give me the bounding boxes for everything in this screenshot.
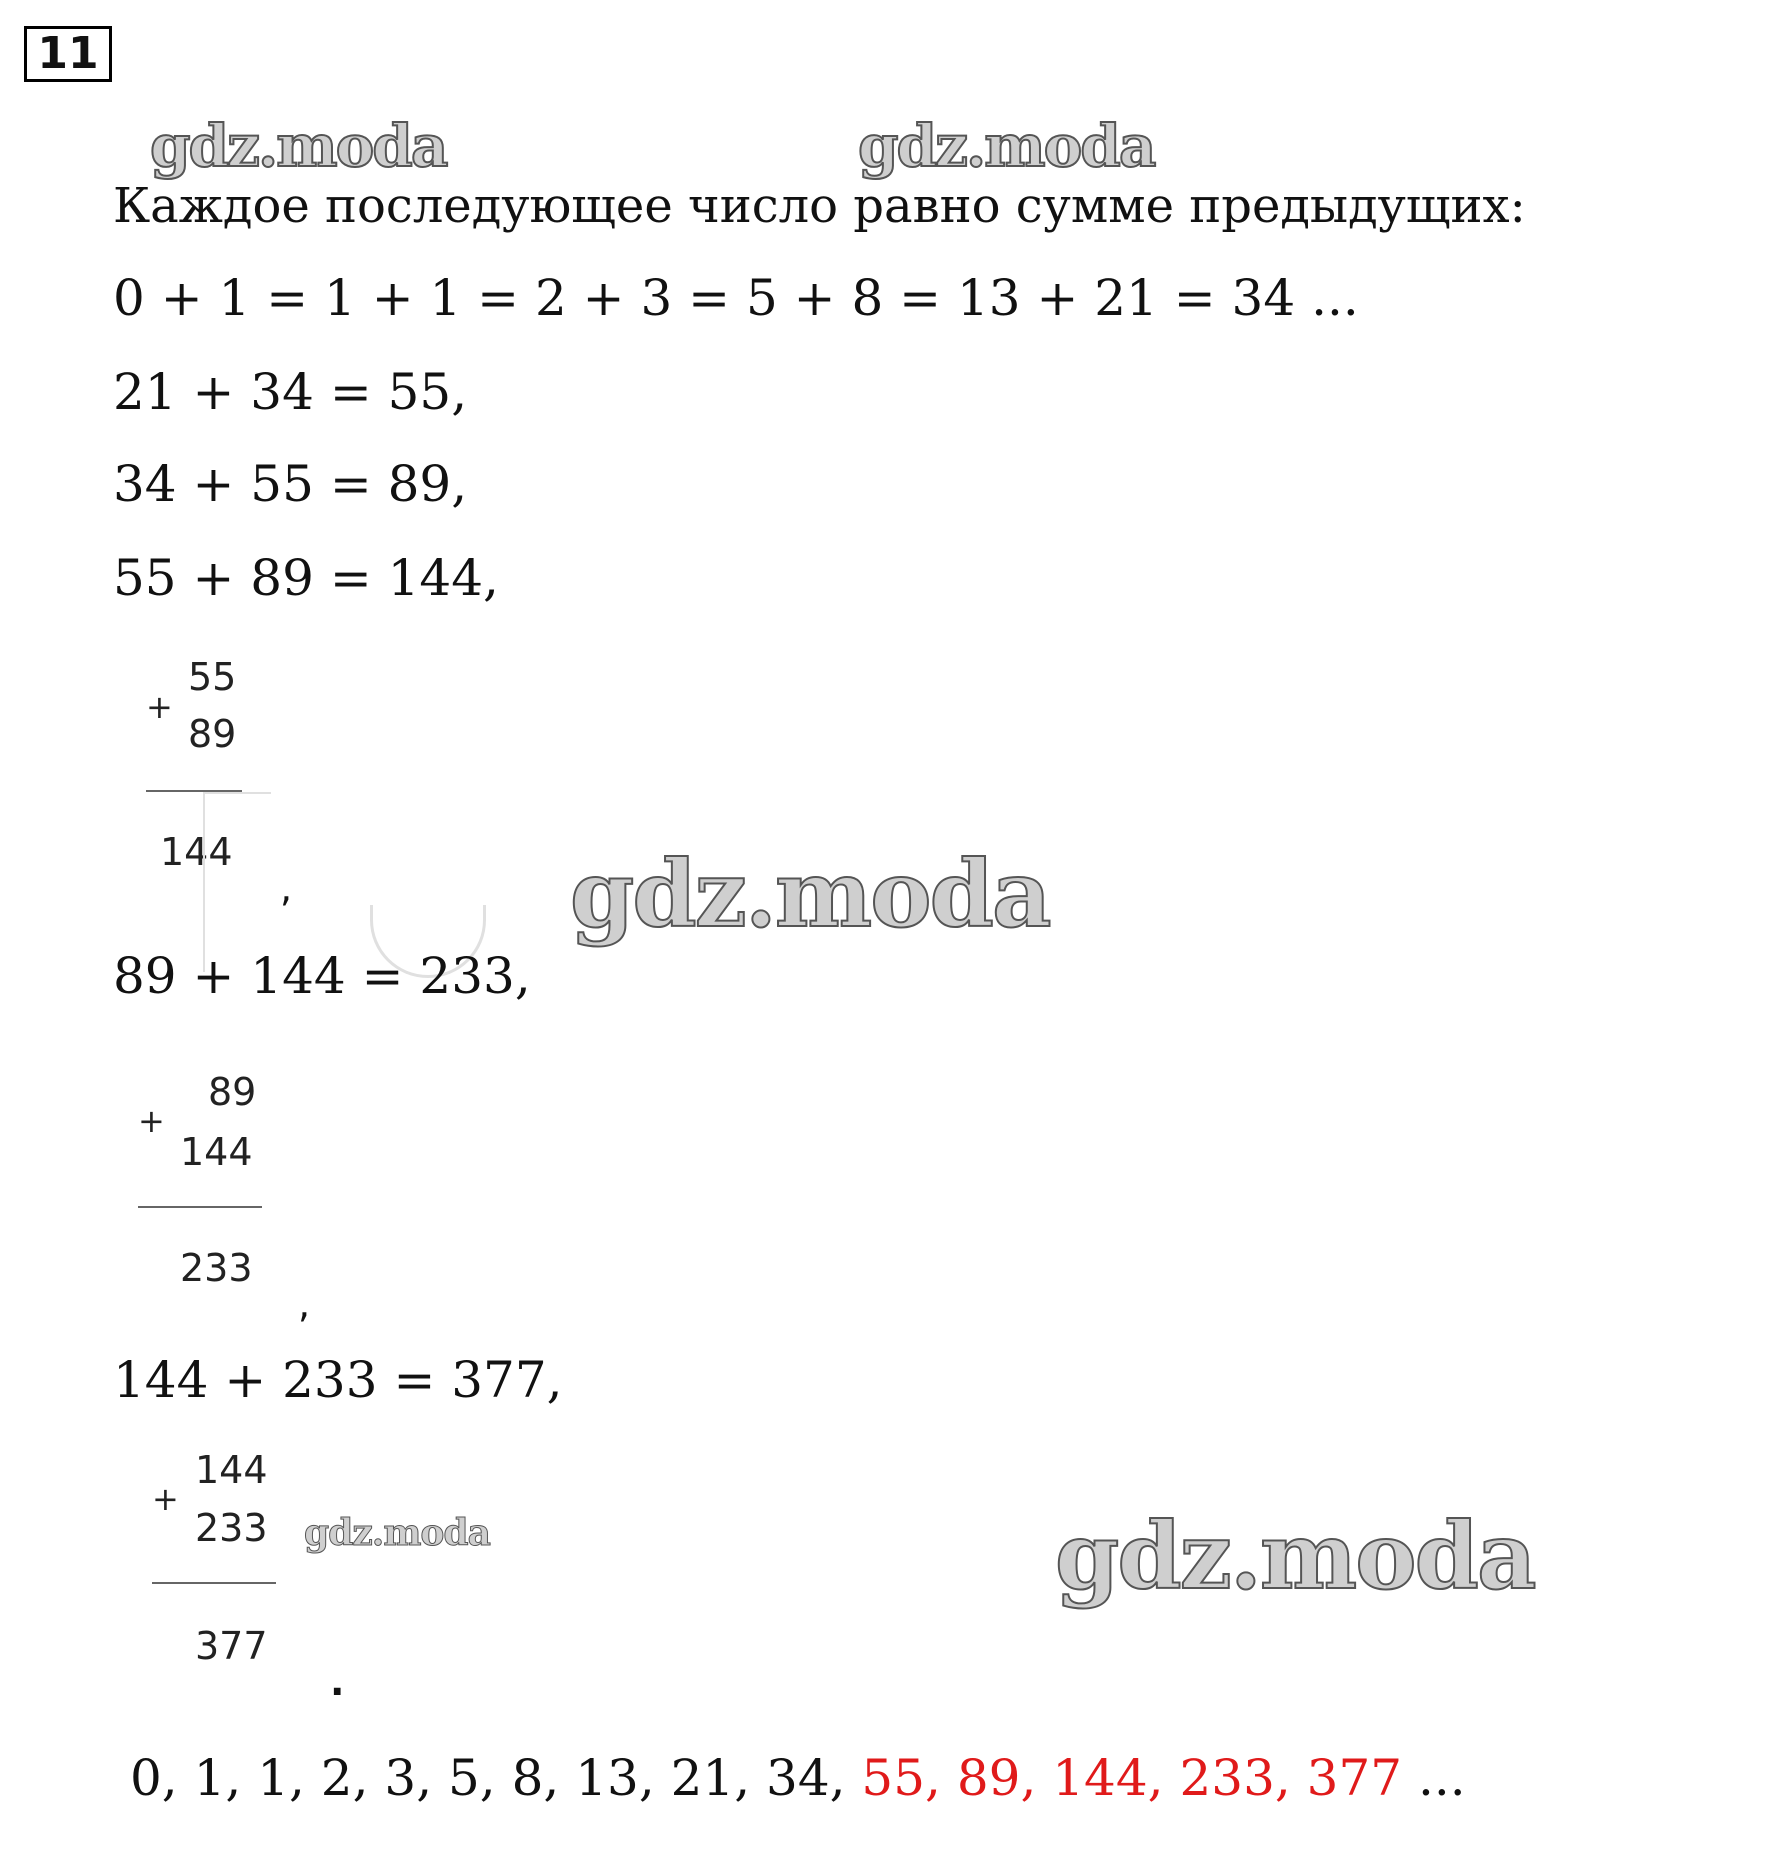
column-punct: , bbox=[280, 866, 293, 910]
column-bottom-operand: 233 bbox=[195, 1506, 268, 1550]
watermark: gdz.moda bbox=[858, 112, 1155, 180]
column-punct: , bbox=[298, 1282, 311, 1326]
watermark: gdz.moda bbox=[150, 112, 447, 180]
plus-sign: + bbox=[146, 688, 173, 726]
column-result: 377 bbox=[195, 1624, 268, 1668]
intro-text: Каждое последующее число равно сумме предыдущих: bbox=[113, 178, 1526, 234]
column-rule bbox=[152, 1582, 276, 1584]
column-punct: . bbox=[330, 1660, 345, 1704]
sequence-found: 55, 89, 144, 233, 377 bbox=[861, 1749, 1403, 1807]
equation-55-89: 55 + 89 = 144, bbox=[113, 549, 499, 607]
equation-89-144: 89 + 144 = 233, bbox=[113, 947, 531, 1005]
watermark: gdz.moda bbox=[570, 840, 1050, 948]
column-result: 144 bbox=[160, 830, 233, 874]
column-rule bbox=[138, 1206, 262, 1208]
equation-34-55: 34 + 55 = 89, bbox=[113, 455, 468, 513]
column-bottom-operand: 144 bbox=[180, 1130, 253, 1174]
column-result: 233 bbox=[180, 1246, 253, 1290]
equation-21-34: 21 + 34 = 55, bbox=[113, 363, 468, 421]
watermark: gdz.moda bbox=[304, 1512, 490, 1554]
plus-sign: + bbox=[138, 1102, 165, 1140]
ghost-line bbox=[203, 792, 207, 972]
column-top-operand: 55 bbox=[188, 655, 237, 699]
plus-sign: + bbox=[152, 1480, 179, 1518]
fibonacci-sequence bbox=[130, 1748, 1466, 1808]
column-top-operand: 89 bbox=[208, 1070, 257, 1114]
sequence-known: 0, 1, 1, 2, 3, 5, 8, 13, 21, 34, bbox=[130, 1749, 862, 1807]
task-number: 11 bbox=[24, 26, 112, 82]
column-bottom-operand: 89 bbox=[188, 712, 237, 756]
sequence-ellipsis: ... bbox=[1402, 1749, 1466, 1807]
column-top-operand: 144 bbox=[195, 1448, 268, 1492]
equation-144-233: 144 + 233 = 377, bbox=[113, 1351, 563, 1409]
watermark: gdz.moda bbox=[1055, 1502, 1535, 1610]
sum-chain: 0 + 1 = 1 + 1 = 2 + 3 = 5 + 8 = 13 + 21 = 34 ... bbox=[113, 269, 1359, 327]
ghost-line bbox=[203, 792, 271, 796]
